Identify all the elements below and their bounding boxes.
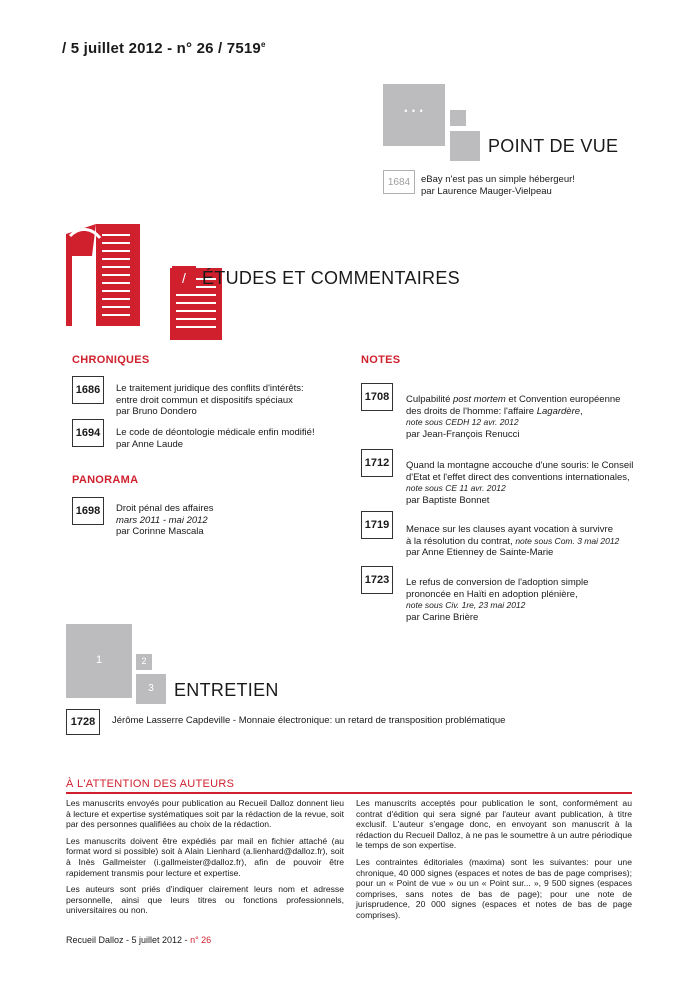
paragraph: Les manuscrits envoyés pour publication au Recueil Dalloz donnent lieu à lecture et expertise systématiques soit par la rédaction de la revue, soit par des personnes qualifiées au choix de la rédaction.	[66, 798, 344, 830]
notes-heading: NOTES	[361, 354, 401, 366]
article-title: des droits de l'homme: l'affaire Lagardère,	[406, 405, 583, 417]
entretien-box-3: 3	[136, 674, 166, 704]
point-de-vue-title: POINT DE VUE	[488, 136, 619, 156]
authors-left-column	[66, 798, 344, 922]
article-title: à la résolution du contrat, note sous Com. 3 mai 2012	[406, 535, 620, 547]
article-title: Droit pénal des affaires	[116, 503, 214, 514]
entretien-box-2: 2	[136, 654, 152, 670]
chronique-entry[interactable]	[116, 383, 304, 418]
etudes-slash: /	[172, 266, 196, 290]
chroniques-heading: CHRONIQUES	[72, 354, 150, 366]
paragraph: Les manuscrits doivent être expédiés par mail en fichier attaché (au format word si possible) soit à Alain Lienhard (a.lienhard@dalloz.fr), soit à Inès Gallmeister (i.gallmeister@dalloz.fr), afin de pouvoir être rapidement transmis pour lecture et expertise.	[66, 835, 344, 878]
divider	[66, 792, 632, 794]
article-author: par Jean-François Renucci	[406, 428, 520, 440]
article-title: eBay n'est pas un simple hébergeur!	[421, 174, 575, 185]
point-de-vue-box-medium	[450, 131, 480, 161]
article-title: prononcée en Haïti en adoption plénière,	[406, 588, 578, 600]
issue-line: / 5 juillet 2012 - n° 26 / 7519e	[62, 40, 266, 57]
authors-heading: À L'ATTENTION DES AUTEURS	[66, 778, 235, 790]
point-de-vue-entry[interactable]	[421, 174, 575, 197]
article-author: par Carine Brière	[406, 611, 479, 623]
article-number: 1684	[383, 170, 415, 194]
article-author: par Corinne Mascala	[116, 526, 204, 537]
article-number: 1723	[361, 566, 393, 594]
article-title: Le code de déontologie médicale enfin modifié!	[116, 427, 315, 438]
dots-icon: • • •	[404, 106, 424, 116]
article-author: par Anne Laude	[116, 438, 184, 450]
paragraph: Les auteurs sont priés d'indiquer clairement leurs nom et adresse personnelle, ainsi que leurs titres ou fonctions professionnels, universitaires ou non.	[66, 884, 344, 916]
page-footer: Recueil Dalloz - 5 juillet 2012 - n° 26	[66, 935, 212, 945]
note-entry[interactable]	[406, 577, 588, 623]
chronique-entry[interactable]	[116, 427, 315, 450]
article-reference: note sous CEDH 12 avr. 2012	[406, 417, 519, 427]
paragraph: Les manuscrits acceptés pour publication le sont, conformément au contrat d'édition qui sera signé par l'auteur avant publication, à titre exclusif. L'auteur s'engage donc, en envoyant son manuscrit à la rédaction du Recueil Dalloz, à ne pas le soumettre à un autre périodique le temps de son expertise.	[356, 798, 632, 851]
article-title: Menace sur les clauses ayant vocation à survivre	[406, 524, 613, 535]
article-title: Le traitement juridique des conflits d'intérêts:	[116, 383, 304, 394]
note-entry[interactable]	[406, 524, 619, 559]
point-de-vue-box-large	[383, 84, 445, 146]
entretien-entry[interactable]: Jérôme Lasserre Capdeville - Monnaie électronique: un retard de transposition problématique	[112, 715, 506, 726]
article-reference: note sous Civ. 1re, 23 mai 2012	[406, 600, 526, 610]
article-number: 1728	[66, 709, 100, 735]
entretien-box-1: 1	[66, 624, 132, 698]
article-period: mars 2011 - mai 2012	[116, 514, 208, 526]
article-title: Le refus de conversion de l'adoption simple	[406, 577, 589, 588]
panorama-entry[interactable]	[116, 503, 214, 538]
article-title: Monnaie électronique: un retard de transposition problématique	[238, 715, 506, 726]
article-title: d'Etat et l'effet direct des conventions internationales,	[406, 471, 630, 483]
etudes-title: ÉTUDES ET COMMENTAIRES	[202, 268, 460, 288]
article-title: Culpabilité post mortem et Convention européenne	[406, 394, 621, 405]
paragraph: Les contraintes éditoriales (maxima) sont les suivantes: pour une chronique, 40 000 signes (espaces et notes de bas de page comprises); pour un « Point de vue » ou un « Point sur... », 9 500 signes (espaces comprises, sans notes de bas de page); pour une note de jurisprudence, 20 000 signes (espaces et notes de bas de page comprises).	[356, 856, 632, 920]
note-entry[interactable]	[406, 460, 633, 506]
panorama-heading: PANORAMA	[72, 474, 139, 486]
article-number: 1694	[72, 419, 104, 447]
article-number: 1686	[72, 376, 104, 404]
article-number: 1698	[72, 497, 104, 525]
authors-right-column	[356, 798, 632, 927]
note-entry[interactable]	[406, 394, 620, 440]
article-number: 1708	[361, 383, 393, 411]
point-de-vue-box-small	[450, 110, 466, 126]
article-author: Jérôme Lasserre Capdeville	[112, 715, 231, 726]
article-author: par Laurence Mauger-Vielpeau	[421, 185, 552, 197]
article-author: par Bruno Dondero	[116, 406, 197, 417]
article-number: 1719	[361, 511, 393, 539]
article-author: par Baptiste Bonnet	[406, 494, 490, 506]
article-number: 1712	[361, 449, 393, 477]
article-reference: note sous CE 11 avr. 2012	[406, 483, 506, 493]
article-title: entre droit commun et dispositifs spéciaux	[116, 394, 293, 406]
article-author: par Anne Etienney de Sainte-Marie	[406, 547, 554, 558]
article-title: Quand la montagne accouche d'une souris: le Conseil	[406, 460, 634, 471]
entretien-title: ENTRETIEN	[174, 680, 279, 700]
